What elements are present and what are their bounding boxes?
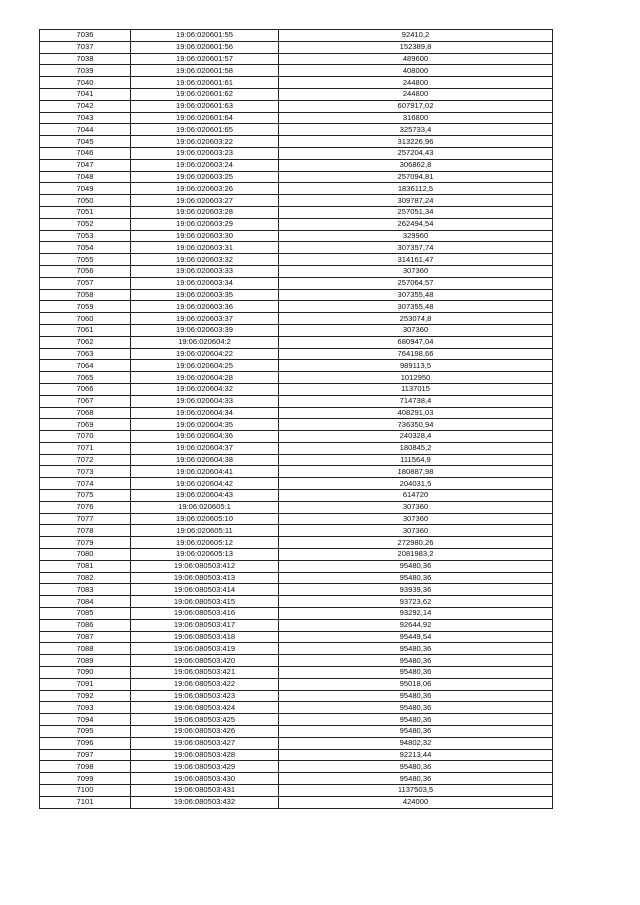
cadastral-number-cell: 19:06:020603:36 [131, 301, 279, 313]
table-row [40, 572, 553, 584]
cadastral-number-cell: 19:06:020605:12 [131, 537, 279, 549]
row-number-cell: 7036 [40, 30, 131, 42]
value-cell: 257094,81 [279, 171, 553, 183]
table-row [40, 785, 553, 797]
row-number-cell: 7060 [40, 313, 131, 325]
cadastral-number-cell: 19:06:020603:39 [131, 324, 279, 336]
table-row [40, 53, 553, 65]
table-row [40, 124, 553, 136]
table-row [40, 183, 553, 195]
cadastral-number-cell: 19:06:080503:418 [131, 631, 279, 643]
row-number-cell: 7069 [40, 419, 131, 431]
row-number-cell: 7045 [40, 136, 131, 148]
table-row [40, 77, 553, 89]
row-number-cell: 7063 [40, 348, 131, 360]
value-cell: 306862,8 [279, 159, 553, 171]
cadastral-number-cell: 19:06:020604:25 [131, 360, 279, 372]
cadastral-number-cell: 19:06:020601:62 [131, 88, 279, 100]
cadastral-number-cell: 19:06:080503:429 [131, 761, 279, 773]
table-row [40, 560, 553, 572]
row-number-cell: 7100 [40, 785, 131, 797]
value-cell: 316800 [279, 112, 553, 124]
row-number-cell: 7071 [40, 442, 131, 454]
row-number-cell: 7046 [40, 147, 131, 159]
table-row [40, 726, 553, 738]
cadastral-number-cell: 19:06:020604:36 [131, 431, 279, 443]
cadastral-number-cell: 19:06:020603:35 [131, 289, 279, 301]
value-cell: 95480,36 [279, 560, 553, 572]
row-number-cell: 7074 [40, 478, 131, 490]
cadastral-number-cell: 19:06:020605:13 [131, 549, 279, 561]
value-cell: 92410,2 [279, 30, 553, 42]
row-number-cell: 7044 [40, 124, 131, 136]
row-number-cell: 7096 [40, 737, 131, 749]
table-row [40, 537, 553, 549]
cadastral-number-cell: 19:06:020604:43 [131, 490, 279, 502]
row-number-cell: 7038 [40, 53, 131, 65]
table-row [40, 147, 553, 159]
cadastral-number-cell: 19:06:080503:426 [131, 726, 279, 738]
row-number-cell: 7087 [40, 631, 131, 643]
cadastral-number-cell: 19:06:080503:431 [131, 785, 279, 797]
row-number-cell: 7059 [40, 301, 131, 313]
cadastral-number-cell: 19:06:020603:30 [131, 230, 279, 242]
row-number-cell: 7083 [40, 584, 131, 596]
value-cell: 244800 [279, 77, 553, 89]
cadastral-number-cell: 19:06:020601:57 [131, 53, 279, 65]
table-row [40, 30, 553, 42]
table-row [40, 737, 553, 749]
row-number-cell: 7050 [40, 195, 131, 207]
cadastral-number-cell: 19:06:020604:37 [131, 442, 279, 454]
value-cell: 1137015 [279, 383, 553, 395]
row-number-cell: 7053 [40, 230, 131, 242]
value-cell: 1137503,5 [279, 785, 553, 797]
value-cell: 307360 [279, 525, 553, 537]
table-row [40, 419, 553, 431]
cadastral-number-cell: 19:06:020603:31 [131, 242, 279, 254]
value-cell: 257064,57 [279, 277, 553, 289]
cadastral-number-cell: 19:06:020601:56 [131, 41, 279, 53]
value-cell: 1012950 [279, 372, 553, 384]
value-cell: 95480,36 [279, 761, 553, 773]
table-row [40, 643, 553, 655]
row-number-cell: 7066 [40, 383, 131, 395]
table-row [40, 348, 553, 360]
row-number-cell: 7051 [40, 206, 131, 218]
value-cell: 329960 [279, 230, 553, 242]
value-cell: 307360 [279, 324, 553, 336]
table-row [40, 360, 553, 372]
row-number-cell: 7090 [40, 667, 131, 679]
row-number-cell: 7079 [40, 537, 131, 549]
cadastral-number-cell: 19:06:020604:41 [131, 466, 279, 478]
table-row [40, 230, 553, 242]
value-cell: 244800 [279, 88, 553, 100]
cadastral-number-cell: 19:06:080503:412 [131, 560, 279, 572]
value-cell: 93292,14 [279, 608, 553, 620]
row-number-cell: 7075 [40, 490, 131, 502]
value-cell: 309787,24 [279, 195, 553, 207]
value-cell: 93939,36 [279, 584, 553, 596]
value-cell: 95480,36 [279, 690, 553, 702]
value-cell: 95480,36 [279, 714, 553, 726]
value-cell: 257204,43 [279, 147, 553, 159]
row-number-cell: 7056 [40, 265, 131, 277]
value-cell: 95480,36 [279, 773, 553, 785]
table-row [40, 395, 553, 407]
table-row [40, 454, 553, 466]
cadastral-number-cell: 19:06:020603:25 [131, 171, 279, 183]
cadastral-number-cell: 19:06:080503:419 [131, 643, 279, 655]
value-cell: 95480,36 [279, 572, 553, 584]
cadastral-number-cell: 19:06:020604:32 [131, 383, 279, 395]
value-cell: 95480,36 [279, 667, 553, 679]
table-row [40, 678, 553, 690]
table-row [40, 655, 553, 667]
table-row [40, 407, 553, 419]
table-row [40, 301, 553, 313]
cadastral-number-cell: 19:06:020603:27 [131, 195, 279, 207]
value-cell: 307355,48 [279, 301, 553, 313]
value-cell: 180887,98 [279, 466, 553, 478]
table-row [40, 195, 553, 207]
value-cell: 314161,47 [279, 254, 553, 266]
cadastral-number-cell: 19:06:020604:38 [131, 454, 279, 466]
table-row [40, 100, 553, 112]
cadastral-number-cell: 19:06:080503:428 [131, 749, 279, 761]
value-cell: 714738,4 [279, 395, 553, 407]
row-number-cell: 7057 [40, 277, 131, 289]
value-cell: 240328,4 [279, 431, 553, 443]
value-cell: 95480,36 [279, 702, 553, 714]
cadastral-number-cell: 19:06:020601:64 [131, 112, 279, 124]
cadastral-number-cell: 19:06:020604:34 [131, 407, 279, 419]
cadastral-number-cell: 19:06:020604:42 [131, 478, 279, 490]
row-number-cell: 7070 [40, 431, 131, 443]
table-row [40, 501, 553, 513]
row-number-cell: 7052 [40, 218, 131, 230]
row-number-cell: 7055 [40, 254, 131, 266]
cadastral-number-cell: 19:06:020603:34 [131, 277, 279, 289]
row-number-cell: 7099 [40, 773, 131, 785]
value-cell: 253074,8 [279, 313, 553, 325]
table-row [40, 383, 553, 395]
table-row [40, 466, 553, 478]
table-row [40, 490, 553, 502]
table-row [40, 619, 553, 631]
cadastral-number-cell: 19:06:020601:65 [131, 124, 279, 136]
row-number-cell: 7040 [40, 77, 131, 89]
row-number-cell: 7072 [40, 454, 131, 466]
row-number-cell: 7061 [40, 324, 131, 336]
table-row [40, 206, 553, 218]
table-row [40, 796, 553, 808]
value-cell: 764198,66 [279, 348, 553, 360]
value-cell: 262494,54 [279, 218, 553, 230]
table-body [40, 30, 553, 809]
table-row [40, 171, 553, 183]
value-cell: 307357,74 [279, 242, 553, 254]
row-number-cell: 7073 [40, 466, 131, 478]
cadastral-number-cell: 19:06:080503:425 [131, 714, 279, 726]
table-row [40, 442, 553, 454]
table-row [40, 525, 553, 537]
value-cell: 1836112,5 [279, 183, 553, 195]
row-number-cell: 7062 [40, 336, 131, 348]
value-cell: 95480,36 [279, 643, 553, 655]
cadastral-number-cell: 19:06:020604:22 [131, 348, 279, 360]
row-number-cell: 7080 [40, 549, 131, 561]
table-row [40, 65, 553, 77]
cadastral-number-cell: 19:06:020603:33 [131, 265, 279, 277]
table-row [40, 313, 553, 325]
value-cell: 95480,36 [279, 655, 553, 667]
row-number-cell: 7058 [40, 289, 131, 301]
row-number-cell: 7068 [40, 407, 131, 419]
value-cell: 204031,5 [279, 478, 553, 490]
table-row [40, 218, 553, 230]
table-row [40, 702, 553, 714]
value-cell: 94802,32 [279, 737, 553, 749]
row-number-cell: 7098 [40, 761, 131, 773]
row-number-cell: 7039 [40, 65, 131, 77]
row-number-cell: 7085 [40, 608, 131, 620]
value-cell: 180845,2 [279, 442, 553, 454]
table-row [40, 41, 553, 53]
table-row [40, 690, 553, 702]
value-cell: 607917,02 [279, 100, 553, 112]
table-row [40, 277, 553, 289]
row-number-cell: 7043 [40, 112, 131, 124]
value-cell: 257051,34 [279, 206, 553, 218]
row-number-cell: 7064 [40, 360, 131, 372]
cadastral-number-cell: 19:06:020601:58 [131, 65, 279, 77]
table-row [40, 513, 553, 525]
row-number-cell: 7049 [40, 183, 131, 195]
cadastral-number-cell: 19:06:080503:422 [131, 678, 279, 690]
table-row [40, 324, 553, 336]
value-cell: 2081983,2 [279, 549, 553, 561]
row-number-cell: 7076 [40, 501, 131, 513]
row-number-cell: 7086 [40, 619, 131, 631]
cadastral-number-cell: 19:06:080503:421 [131, 667, 279, 679]
cadastral-number-cell: 19:06:080503:427 [131, 737, 279, 749]
value-cell: 152389,8 [279, 41, 553, 53]
cadastral-number-cell: 19:06:020603:32 [131, 254, 279, 266]
table-row [40, 549, 553, 561]
table-row [40, 631, 553, 643]
row-number-cell: 7037 [40, 41, 131, 53]
value-cell: 313226,96 [279, 136, 553, 148]
cadastral-number-cell: 19:06:080503:432 [131, 796, 279, 808]
row-number-cell: 7095 [40, 726, 131, 738]
row-number-cell: 7093 [40, 702, 131, 714]
table-row [40, 584, 553, 596]
table-row [40, 714, 553, 726]
data-table [39, 29, 553, 809]
value-cell: 95449,54 [279, 631, 553, 643]
cadastral-number-cell: 19:06:020601:55 [131, 30, 279, 42]
value-cell: 307360 [279, 501, 553, 513]
value-cell: 95018,06 [279, 678, 553, 690]
table-row [40, 254, 553, 266]
table-row [40, 773, 553, 785]
table-row [40, 242, 553, 254]
row-number-cell: 7082 [40, 572, 131, 584]
value-cell: 408000 [279, 65, 553, 77]
row-number-cell: 7088 [40, 643, 131, 655]
table-row [40, 372, 553, 384]
row-number-cell: 7067 [40, 395, 131, 407]
cadastral-number-cell: 19:06:080503:416 [131, 608, 279, 620]
row-number-cell: 7048 [40, 171, 131, 183]
table-row [40, 749, 553, 761]
value-cell: 307360 [279, 513, 553, 525]
cadastral-number-cell: 19:06:080503:414 [131, 584, 279, 596]
value-cell: 92213,44 [279, 749, 553, 761]
row-number-cell: 7078 [40, 525, 131, 537]
row-number-cell: 7041 [40, 88, 131, 100]
cadastral-number-cell: 19:06:020601:61 [131, 77, 279, 89]
table-row [40, 265, 553, 277]
table-row [40, 596, 553, 608]
value-cell: 680947,04 [279, 336, 553, 348]
cadastral-number-cell: 19:06:020601:63 [131, 100, 279, 112]
cadastral-number-cell: 19:06:020605:11 [131, 525, 279, 537]
row-number-cell: 7084 [40, 596, 131, 608]
cadastral-number-cell: 19:06:020604:28 [131, 372, 279, 384]
cadastral-number-cell: 19:06:080503:430 [131, 773, 279, 785]
cadastral-number-cell: 19:06:080503:415 [131, 596, 279, 608]
cadastral-number-cell: 19:06:080503:424 [131, 702, 279, 714]
row-number-cell: 7101 [40, 796, 131, 808]
cadastral-number-cell: 19:06:020603:22 [131, 136, 279, 148]
row-number-cell: 7077 [40, 513, 131, 525]
value-cell: 325733,4 [279, 124, 553, 136]
cadastral-number-cell: 19:06:020603:23 [131, 147, 279, 159]
value-cell: 614720 [279, 490, 553, 502]
cadastral-number-cell: 19:06:020604:35 [131, 419, 279, 431]
row-number-cell: 7065 [40, 372, 131, 384]
value-cell: 424000 [279, 796, 553, 808]
table-row [40, 136, 553, 148]
table-row [40, 88, 553, 100]
value-cell: 408291,03 [279, 407, 553, 419]
table-row [40, 478, 553, 490]
cadastral-number-cell: 19:06:020603:29 [131, 218, 279, 230]
value-cell: 95480,36 [279, 726, 553, 738]
cadastral-number-cell: 19:06:080503:420 [131, 655, 279, 667]
value-cell: 307360 [279, 265, 553, 277]
cadastral-number-cell: 19:06:020605:10 [131, 513, 279, 525]
value-cell: 272980,26 [279, 537, 553, 549]
cadastral-number-cell: 19:06:080503:413 [131, 572, 279, 584]
value-cell: 93723,62 [279, 596, 553, 608]
value-cell: 989113,5 [279, 360, 553, 372]
row-number-cell: 7047 [40, 159, 131, 171]
row-number-cell: 7089 [40, 655, 131, 667]
cadastral-number-cell: 19:06:020603:37 [131, 313, 279, 325]
table-row [40, 608, 553, 620]
row-number-cell: 7094 [40, 714, 131, 726]
value-cell: 92644,92 [279, 619, 553, 631]
row-number-cell: 7091 [40, 678, 131, 690]
value-cell: 489600 [279, 53, 553, 65]
row-number-cell: 7042 [40, 100, 131, 112]
table-row [40, 667, 553, 679]
value-cell: 736350,94 [279, 419, 553, 431]
row-number-cell: 7054 [40, 242, 131, 254]
row-number-cell: 7092 [40, 690, 131, 702]
cadastral-number-cell: 19:06:020604:2 [131, 336, 279, 348]
value-cell: 111564,9 [279, 454, 553, 466]
cadastral-number-cell: 19:06:020603:26 [131, 183, 279, 195]
row-number-cell: 7081 [40, 560, 131, 572]
cadastral-number-cell: 19:06:080503:417 [131, 619, 279, 631]
table-row [40, 289, 553, 301]
cadastral-number-cell: 19:06:020603:24 [131, 159, 279, 171]
table-row [40, 431, 553, 443]
table-row [40, 159, 553, 171]
table-row [40, 761, 553, 773]
cadastral-number-cell: 19:06:080503:423 [131, 690, 279, 702]
cadastral-number-cell: 19:06:020604:33 [131, 395, 279, 407]
table-row [40, 336, 553, 348]
cadastral-number-cell: 19:06:020603:28 [131, 206, 279, 218]
table-row [40, 112, 553, 124]
value-cell: 307355,48 [279, 289, 553, 301]
row-number-cell: 7097 [40, 749, 131, 761]
cadastral-number-cell: 19:06:020605:1 [131, 501, 279, 513]
